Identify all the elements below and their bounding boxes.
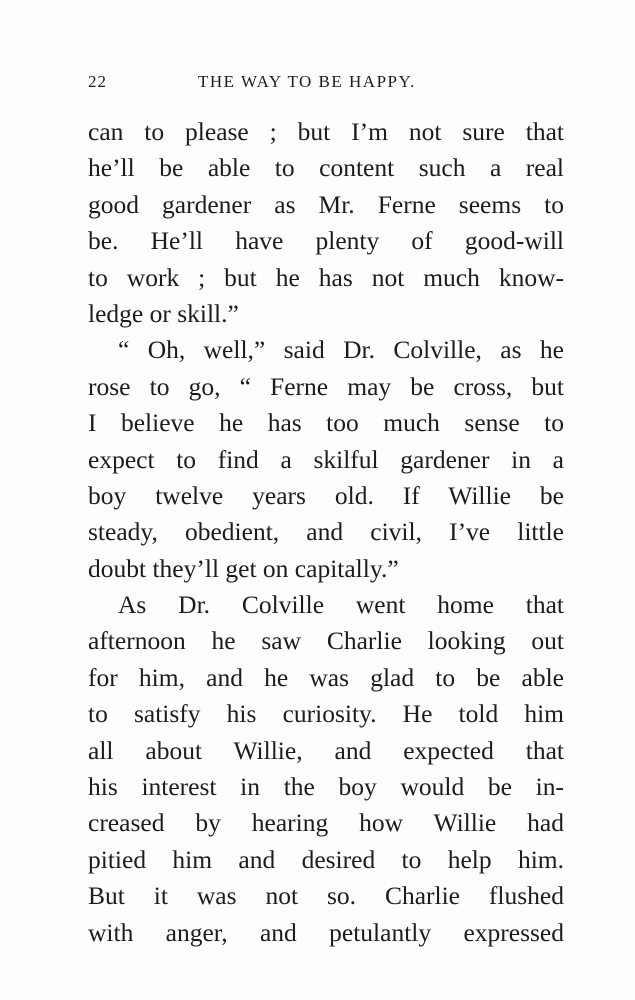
text-line: ledge or skill.”: [88, 298, 239, 328]
text-line: he’ll be able to content such a real: [88, 153, 564, 183]
text-line: for him, and he was glad to be able: [88, 662, 564, 692]
page-header: [88, 72, 564, 96]
text-line: steady, obedient, and civil, I’ve little: [88, 517, 564, 547]
text-line: But it was not so. Charlie flushed: [88, 881, 564, 911]
text-line: to satisfy his curiosity. He told him: [88, 699, 564, 729]
page-number: 22: [88, 72, 107, 91]
body-text: [88, 114, 564, 951]
text-line: be. He’ll have plenty of good-will: [88, 226, 564, 256]
text-line: As Dr. Colville went home that: [118, 590, 564, 620]
text-line: with anger, and petulantly expressed: [88, 917, 564, 947]
text-line: expect to find a skilful gardener in a: [88, 444, 564, 474]
text-line: good gardener as Mr. Ferne seems to: [88, 189, 564, 219]
text-line: creased by hearing how Willie had: [88, 808, 564, 838]
text-line: I believe he has too much sense to: [88, 408, 564, 438]
text-line: to work ; but he has not much know-: [88, 262, 564, 292]
text-line: all about Willie, and expected that: [88, 735, 564, 765]
text-line: his interest in the boy would be in-: [88, 772, 564, 802]
text-line: pitied him and desired to help him.: [88, 844, 564, 874]
text-line: boy twelve years old. If Willie be: [88, 480, 564, 510]
text-line: “ Oh, well,” said Dr. Colville, as he: [118, 335, 564, 365]
text-line: rose to go, “ Ferne may be cross, but: [88, 371, 564, 401]
text-line: can to please ; but I’m not sure that: [88, 117, 564, 146]
running-title: THE WAY TO BE HAPPY.: [198, 72, 416, 91]
text-line: afternoon he saw Charlie looking out: [88, 626, 564, 656]
text-line: doubt they’ll get on capitally.”: [88, 553, 399, 583]
